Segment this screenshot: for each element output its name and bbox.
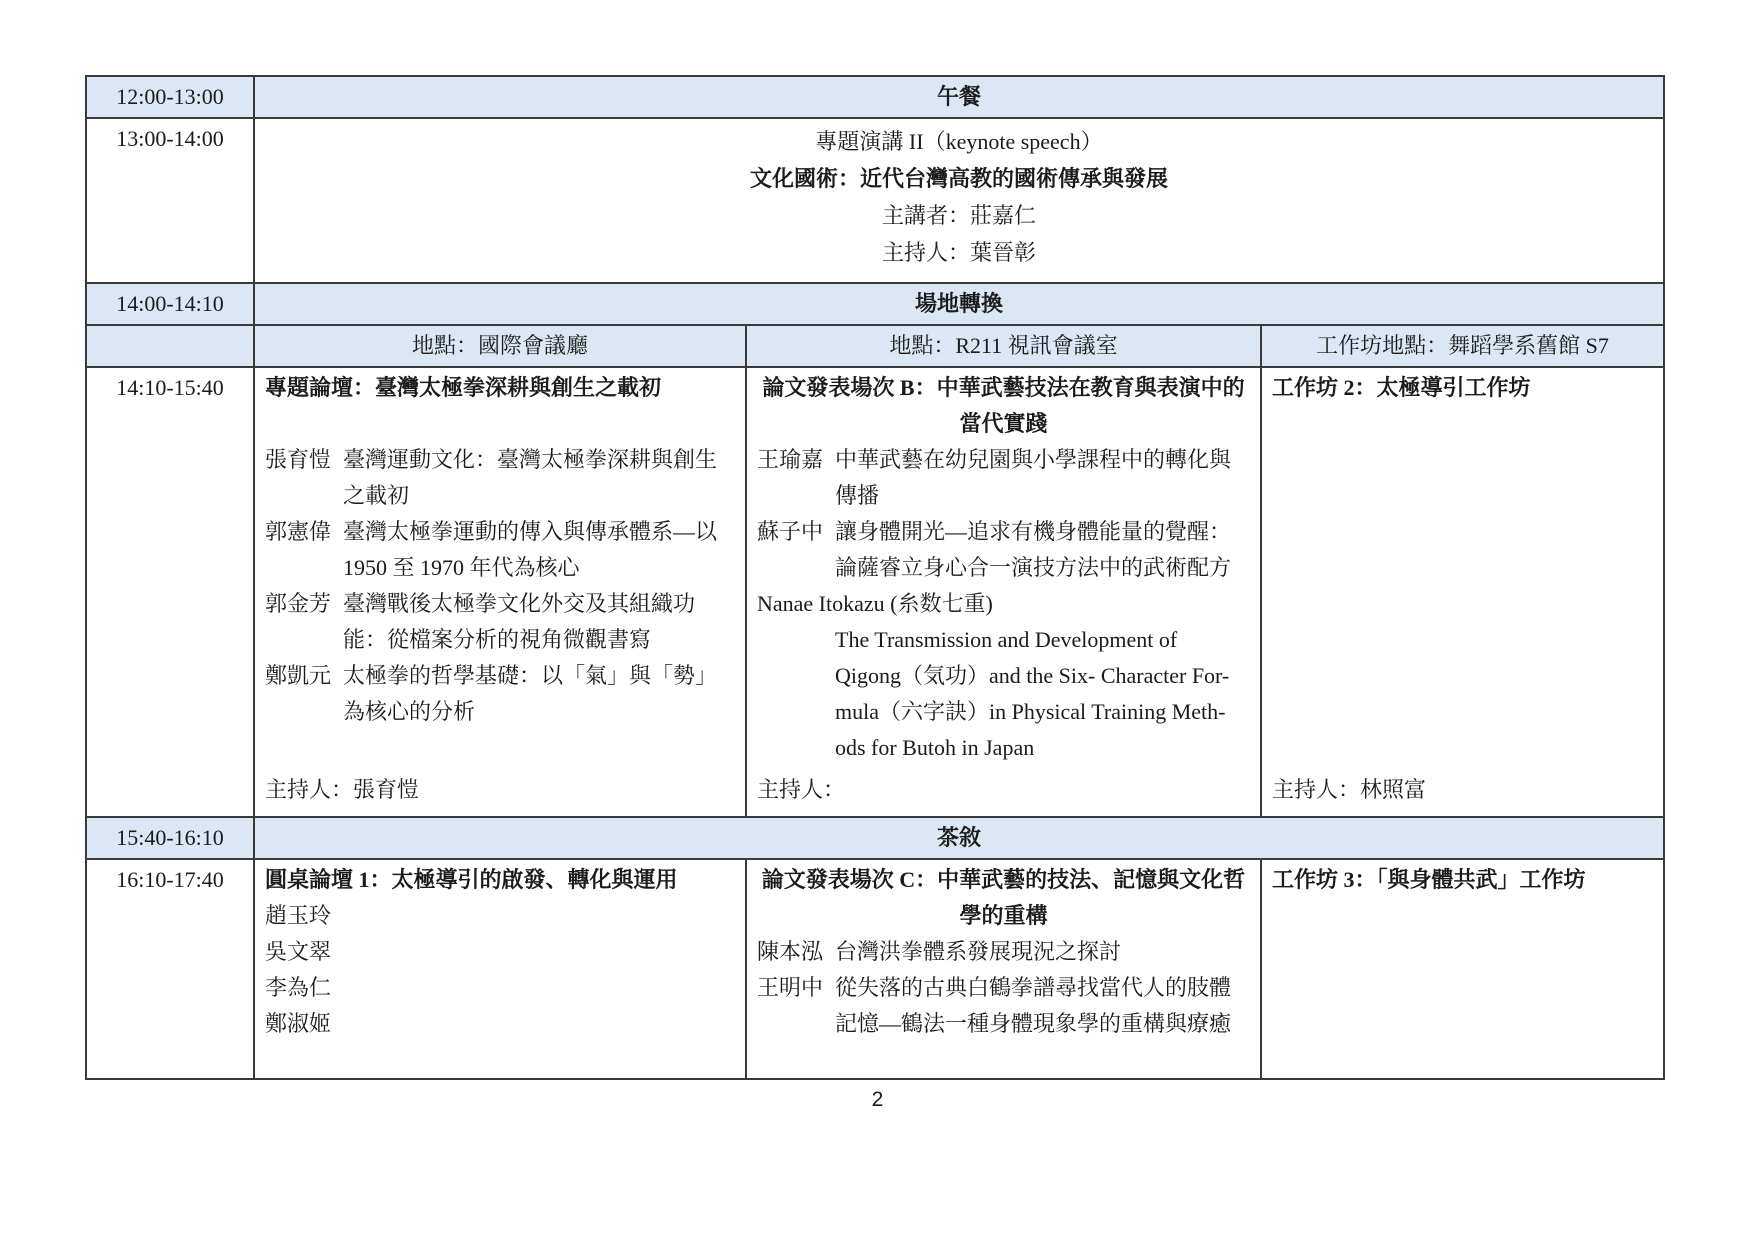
roundtable-cell	[254, 859, 746, 1079]
presenter-name: Nanae Itokazu (糸数七重)	[757, 591, 993, 616]
tea-band-label: 茶敘	[254, 817, 1664, 859]
transition-band-label: 場地轉換	[254, 283, 1664, 325]
presentation-entry	[265, 442, 735, 514]
moderator-line: 主持人：林照富	[1272, 777, 1427, 802]
keynote-cell	[254, 118, 1664, 283]
paper-session-c-cell	[746, 859, 1261, 1079]
panelist-name: 鄭淑姬	[265, 1011, 332, 1036]
venue-cell-1: 地點：國際會議廳	[254, 325, 746, 367]
forum-cell	[254, 367, 746, 817]
time-cell-tea: 15:40-16:10	[86, 817, 254, 859]
row-tea	[86, 817, 1664, 859]
presenter-name: 郭金芳	[265, 591, 332, 616]
presenter-name: 蘇子中	[757, 519, 824, 544]
presenter-name: 陳本泓	[757, 939, 824, 964]
presentation-entry	[265, 586, 735, 658]
presentation-topic-line: ods for Butoh in Japan	[835, 735, 1035, 760]
keynote-moderator: 主持人：葉晉彰	[882, 240, 1037, 265]
time-cell-session1: 14:10-15:40	[86, 367, 254, 817]
lunch-band-label: 午餐	[254, 76, 1664, 118]
paper-b-title: 論文發表場次 B：中華武藝技法在教育與表演中的當代實踐	[762, 375, 1245, 436]
forum-title: 專題論壇：臺灣太極拳深耕與創生之載初	[265, 375, 662, 400]
keynote-session-label: 專題演講 II（keynote speech）	[815, 129, 1103, 154]
venue-cell-2: 地點：R211 視訊會議室	[746, 325, 1261, 367]
workshop2-cell	[1261, 367, 1664, 817]
presenter-name: 鄭凱元	[265, 663, 332, 688]
panelist-name: 趙玉玲	[265, 903, 332, 928]
presentation-topic-line: The Transmission and Development of	[835, 627, 1178, 652]
time-cell-keynote: 13:00-14:00	[86, 118, 254, 283]
presentation-topic: 從失落的古典白鶴拳譜尋找當代人的肢體記憶—鶴法一種身體現象學的重構與療癒	[835, 975, 1232, 1036]
row-keynote	[86, 118, 1664, 283]
presenter-name: 王明中	[757, 975, 824, 1000]
presentation-entry-english	[757, 586, 1250, 766]
keynote-title: 文化國術：近代台灣高教的國術傳承與發展	[750, 166, 1169, 191]
presentation-topic: 台灣洪拳體系發展現況之探討	[835, 939, 1122, 964]
presentation-entry	[757, 934, 1250, 970]
time-cell-transition: 14:00-14:10	[86, 283, 254, 325]
workshop3-title: 工作坊 3：「與身體共武」工作坊	[1272, 867, 1586, 892]
venue-cell-3: 工作坊地點：舞蹈學系舊館 S7	[1261, 325, 1664, 367]
page-number: 2	[871, 1088, 884, 1111]
presentation-topic: 臺灣太極拳運動的傳入與傳承體系—以 1950 至 1970 年代為核心	[343, 519, 718, 580]
presentation-topic-line: mula（六字訣）in Physical Training Meth-	[835, 699, 1226, 724]
presenter-name: 張育愷	[265, 447, 332, 472]
presentation-entry	[265, 658, 735, 730]
moderator-line: 主持人：張育愷	[265, 777, 420, 802]
paper-c-title: 論文發表場次 C：中華武藝的技法、記憶與文化哲學的重構	[761, 867, 1246, 928]
roundtable-title: 圓桌論壇 1：太極導引的啟發、轉化與運用	[265, 867, 678, 892]
row-session2	[86, 859, 1664, 1079]
presentation-topic: 太極拳的哲學基礎：以「氣」與「勢」為核心的分析	[343, 663, 718, 724]
keynote-block	[265, 121, 1653, 271]
keynote-speaker: 主講者：莊嘉仁	[882, 203, 1037, 228]
time-cell-session2: 16:10-17:40	[86, 859, 254, 1079]
row-venues	[86, 325, 1664, 367]
panelist-name: 吳文翠	[265, 939, 332, 964]
presenter-name: 王瑜嘉	[757, 447, 824, 472]
schedule-table	[85, 75, 1665, 1080]
workshop3-cell	[1261, 859, 1664, 1079]
presentation-topic-line: Qigong（気功）and the Six- Character For-	[835, 663, 1230, 688]
moderator-line: 主持人：	[757, 777, 846, 802]
panelist-name: 李為仁	[265, 975, 332, 1000]
row-transition	[86, 283, 1664, 325]
presentation-entry	[757, 442, 1250, 514]
workshop2-title: 工作坊 2：太極導引工作坊	[1272, 375, 1531, 400]
presentation-topic: 讓身體開光—追求有機身體能量的覺醒：論薩睿立身心合一演技方法中的武術配方	[835, 519, 1232, 580]
presenter-name: 郭憲偉	[265, 519, 332, 544]
row-lunch	[86, 76, 1664, 118]
row-session1	[86, 367, 1664, 817]
presentation-topic: 臺灣戰後太極拳文化外交及其組織功能：從檔案分析的視角微觀書寫	[343, 591, 696, 652]
presentation-entry	[757, 514, 1250, 586]
time-cell-lunch: 12:00-13:00	[86, 76, 254, 118]
presentation-topic: 中華武藝在幼兒園與小學課程中的轉化與傳播	[835, 447, 1232, 508]
presentation-entry	[265, 514, 735, 586]
venue-empty-cell	[86, 325, 254, 367]
presentation-entry	[757, 970, 1250, 1042]
paper-session-b-cell	[746, 367, 1261, 817]
presentation-topic: 臺灣運動文化：臺灣太極拳深耕與創生之載初	[343, 447, 718, 508]
